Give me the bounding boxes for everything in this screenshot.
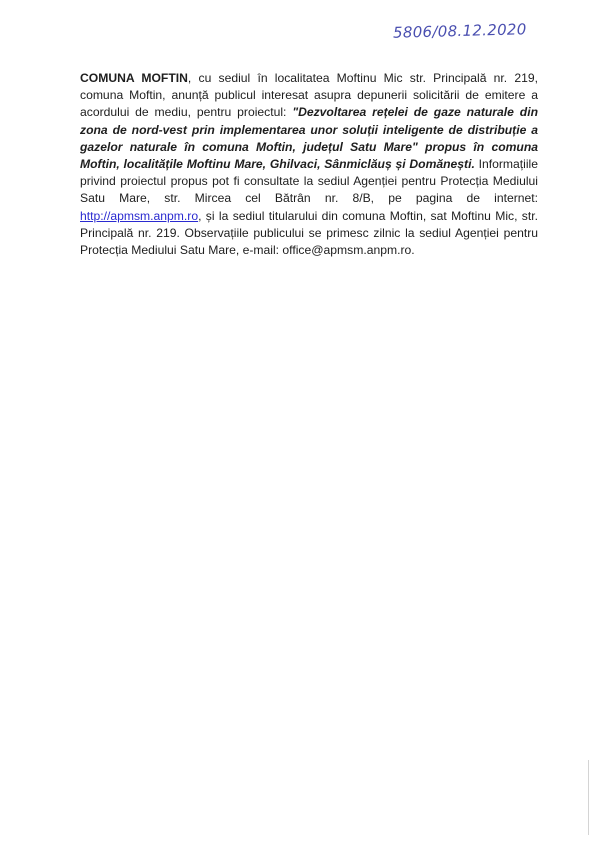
- public-notice-paragraph: [80, 70, 538, 259]
- website-link[interactable]: http://apmsm.anpm.ro: [80, 208, 199, 223]
- notice-intro: , cu sediul în localitatea Moftinu Mic str. Principală nr. 219, comuna Moftin, anunță publicul interesat asupra depunerii solicitării de emitere a acordului de mediu, pentru proiectul:: [80, 71, 538, 120]
- notice-closing: , și la sediul titularului din comuna Moftin, sat Moftinu Mic, str. Principală nr. 219. Observațiile publicului se primesc zilnic la sediul Agenției pentru Protecția Mediului Satu Mare, e-mail: office@apmsm.anpm.ro.: [80, 208, 538, 258]
- applicant-name: COMUNA MOFTIN: [80, 71, 188, 85]
- scan-edge-line: [588, 760, 589, 835]
- project-title: "Dezvoltarea rețelei de gaze naturale din zona de nord-vest prin implementarea unor soluții inteligente de distribuție a gazelor naturale în comuna Moftin, județul Satu Mare" propus în comuna Moftin, localitățile Moftinu Mare, Ghilvaci, Sânmiclăuș și Domănești.: [80, 105, 538, 172]
- info-text: Informațiile privind proiectul propus pot fi consultate la sediul Agenției pentru Protecția Mediului Satu Mare, str. Mircea cel Bătrân nr. 8/B, pe pagina de internet:: [80, 157, 539, 206]
- registration-number-handwritten: 5806/08.12.2020: [392, 20, 527, 42]
